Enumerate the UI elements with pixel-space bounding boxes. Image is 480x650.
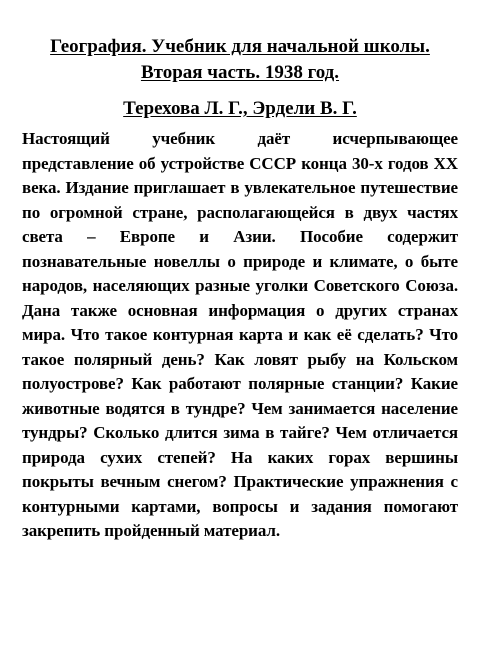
book-description: Настоящий учебник даёт исчерпывающее представление об устройстве СССР конца 30-х годов XX века. Издание приглашает в увлекательное путешествие по огромной стране, располагающейся в двух частях света – Европе и Азии. Пособие содержит познавательные новеллы о природе и климате, о быте народов, населяющих разные уголки Советского Союза. Дана также основная информация о других странах мира. Что такое контурная карта и как её сделать? Что такое полярный день? Как ловят рыбу на Кольском полуострове? Как работают полярные станции? Какие животные водятся в тундре? Чем занимается население тундры? Сколько длится зима в тайге? Чем отличается природа сухих степей? На каких горах вершины покрыты вечным снегом? Практические упражнения с контурными картами, вопросы и задания помогают закрепить пройденный материал.: [22, 129, 458, 540]
book-title-line-1: География. Учебник для начальной школы.: [50, 36, 430, 57]
book-annotation: [22, 34, 458, 544]
book-title-line-2: Вторая часть. 1938 год.: [140, 62, 340, 83]
book-authors: Терехова Л. Г., Эрдели В. Г.: [123, 98, 357, 119]
book-title: [22, 34, 458, 86]
